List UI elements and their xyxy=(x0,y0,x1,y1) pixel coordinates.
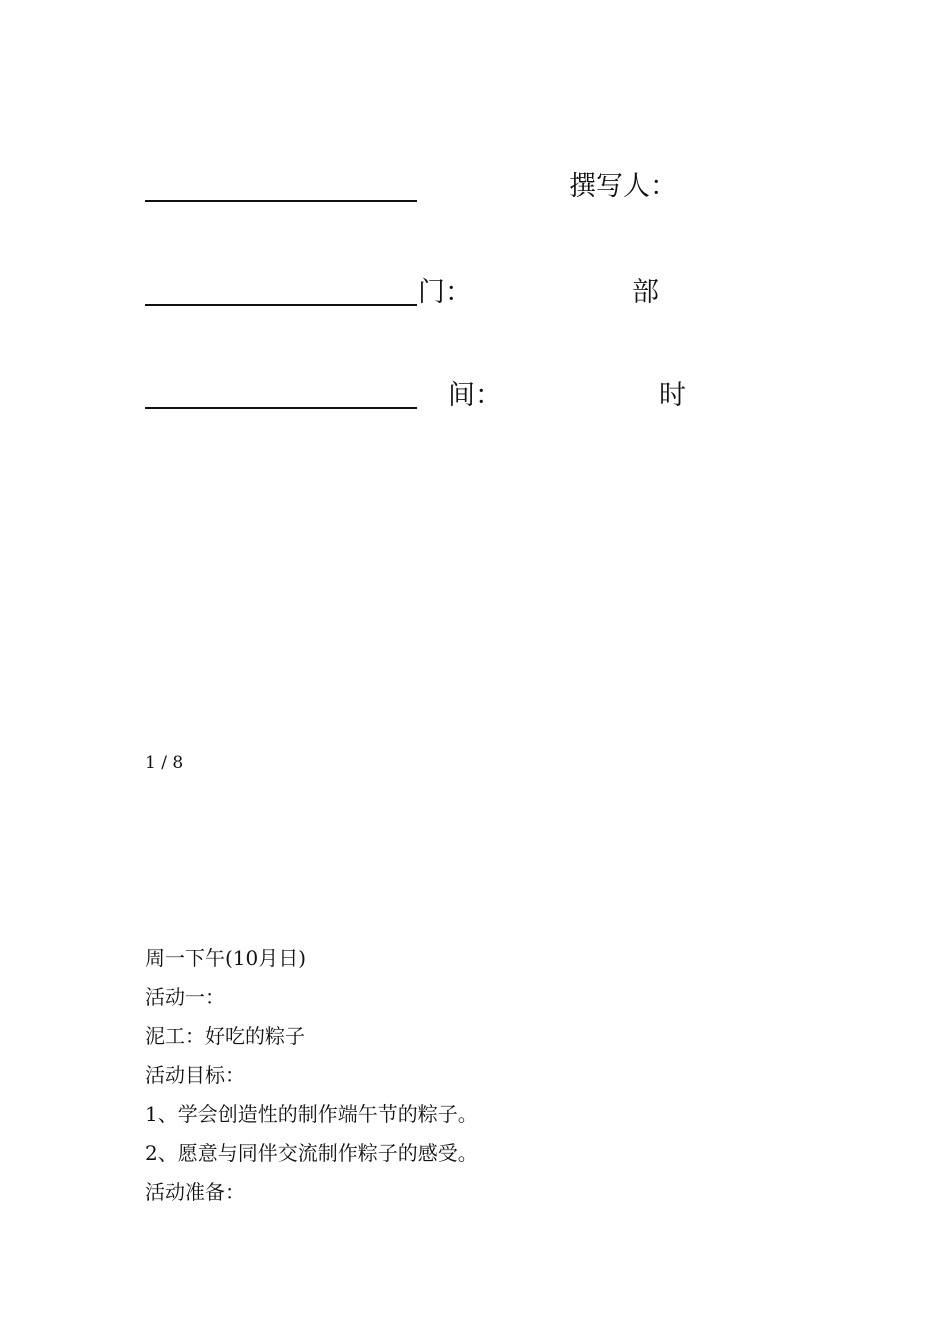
department-label-part1: 门： xyxy=(418,277,472,308)
preparation-heading: 活动准备： xyxy=(145,1180,245,1204)
time-underline xyxy=(145,407,417,409)
objective-item-1: 1、学会创造性的制作端午节的粽子。 xyxy=(145,1102,478,1126)
objective-item-2: 2、愿意与同伴交流制作粽子的感受。 xyxy=(145,1141,478,1165)
body-text xyxy=(145,939,845,1212)
department-underline xyxy=(145,304,417,306)
author-label: 撰写人： xyxy=(569,171,677,202)
time-label-part1: 间： xyxy=(448,380,502,411)
author-underline xyxy=(145,200,417,202)
department-label-part2: 部 xyxy=(632,277,659,308)
author-field-row xyxy=(0,170,950,220)
department-field-row xyxy=(0,274,950,324)
page-number: 1 / 8 xyxy=(145,753,184,773)
time-label-part2: 时 xyxy=(659,380,686,411)
objectives-heading: 活动目标： xyxy=(145,1063,245,1087)
activity-title: 活动一： xyxy=(145,985,225,1009)
time-field-row xyxy=(0,378,950,428)
schedule-heading: 周一下午(10月日) xyxy=(145,946,307,970)
activity-name: 泥工：好吃的粽子 xyxy=(145,1024,305,1048)
